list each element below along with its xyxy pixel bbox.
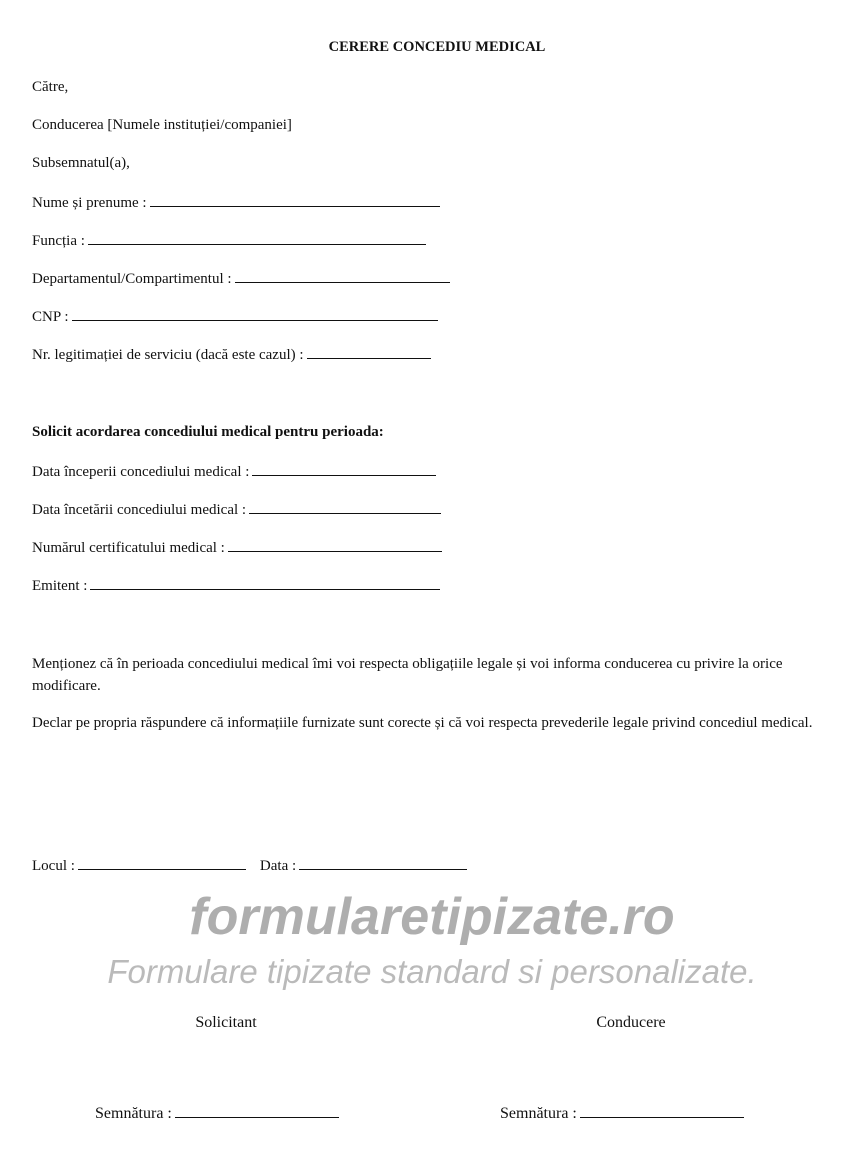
field-name [32,192,440,212]
watermark-main: formularetipizate.ro [189,888,675,946]
greeting: Către, [32,79,69,95]
place-date-row [32,855,467,875]
field-label: Emitent : [32,578,88,594]
field-label: Nr. legitimației de serviciu (dacă este cazul) : [32,347,304,363]
intro: Subsemnatul(a), [32,155,130,171]
signature-label: Semnătura : [95,1105,172,1122]
leave-heading: Solicit acordarea concediului medical pentru perioada: [32,424,384,440]
recipient: Conducerea [Numele instituției/companiei] [32,117,292,133]
watermark-sub: Formulare tipizate standard si personalizate. [107,953,757,990]
applicant-signature-blank[interactable] [175,1103,339,1118]
id-blank[interactable] [307,344,431,359]
field-start-date [32,461,436,481]
date-label: Data : [259,858,297,874]
management-title: Conducere [596,1014,666,1031]
field-certificate [32,537,442,557]
field-label: CNP : [32,309,69,325]
function-blank[interactable] [88,230,426,245]
field-label: Departamentul/Compartimentul : [32,271,232,287]
department-blank[interactable] [235,268,450,283]
field-cnp [32,306,438,326]
management-signature-blank[interactable] [580,1103,744,1118]
field-function [32,230,426,250]
place-label: Locul : [32,858,75,874]
field-label: Data încetării concediului medical : [32,502,247,518]
paragraph-declaration: Declar pe propria răspundere că informațiile furnizate sunt corecte și că voi respecta prevederile legale privind concediul medical. [32,715,813,731]
field-label: Numărul certificatului medical : [32,540,225,556]
field-department [32,268,450,288]
field-issuer [32,575,440,595]
end-date-blank[interactable] [249,499,441,514]
place-blank[interactable] [78,855,246,870]
field-label: Data începerii concediului medical : [32,464,250,480]
start-date-blank[interactable] [252,461,436,476]
cnp-blank[interactable] [72,306,438,321]
certificate-blank[interactable] [228,537,442,552]
applicant-signature [95,1103,339,1123]
name-blank[interactable] [150,192,440,207]
field-end-date [32,499,441,519]
paragraph-obligations: Menționez că în perioada concediului medical îmi voi respecta obligațiile legale și voi informa conducerea cu privire la orice modificare. [32,656,783,694]
management-signature [500,1103,744,1123]
field-label: Nume și prenume : [32,195,147,211]
field-id [32,344,431,364]
issuer-blank[interactable] [90,575,440,590]
signature-label: Semnătura : [500,1105,577,1122]
field-label: Funcția : [32,233,85,249]
applicant-title: Solicitant [195,1014,257,1031]
document-title: CERERE CONCEDIU MEDICAL [328,39,546,55]
date-blank[interactable] [299,855,467,870]
